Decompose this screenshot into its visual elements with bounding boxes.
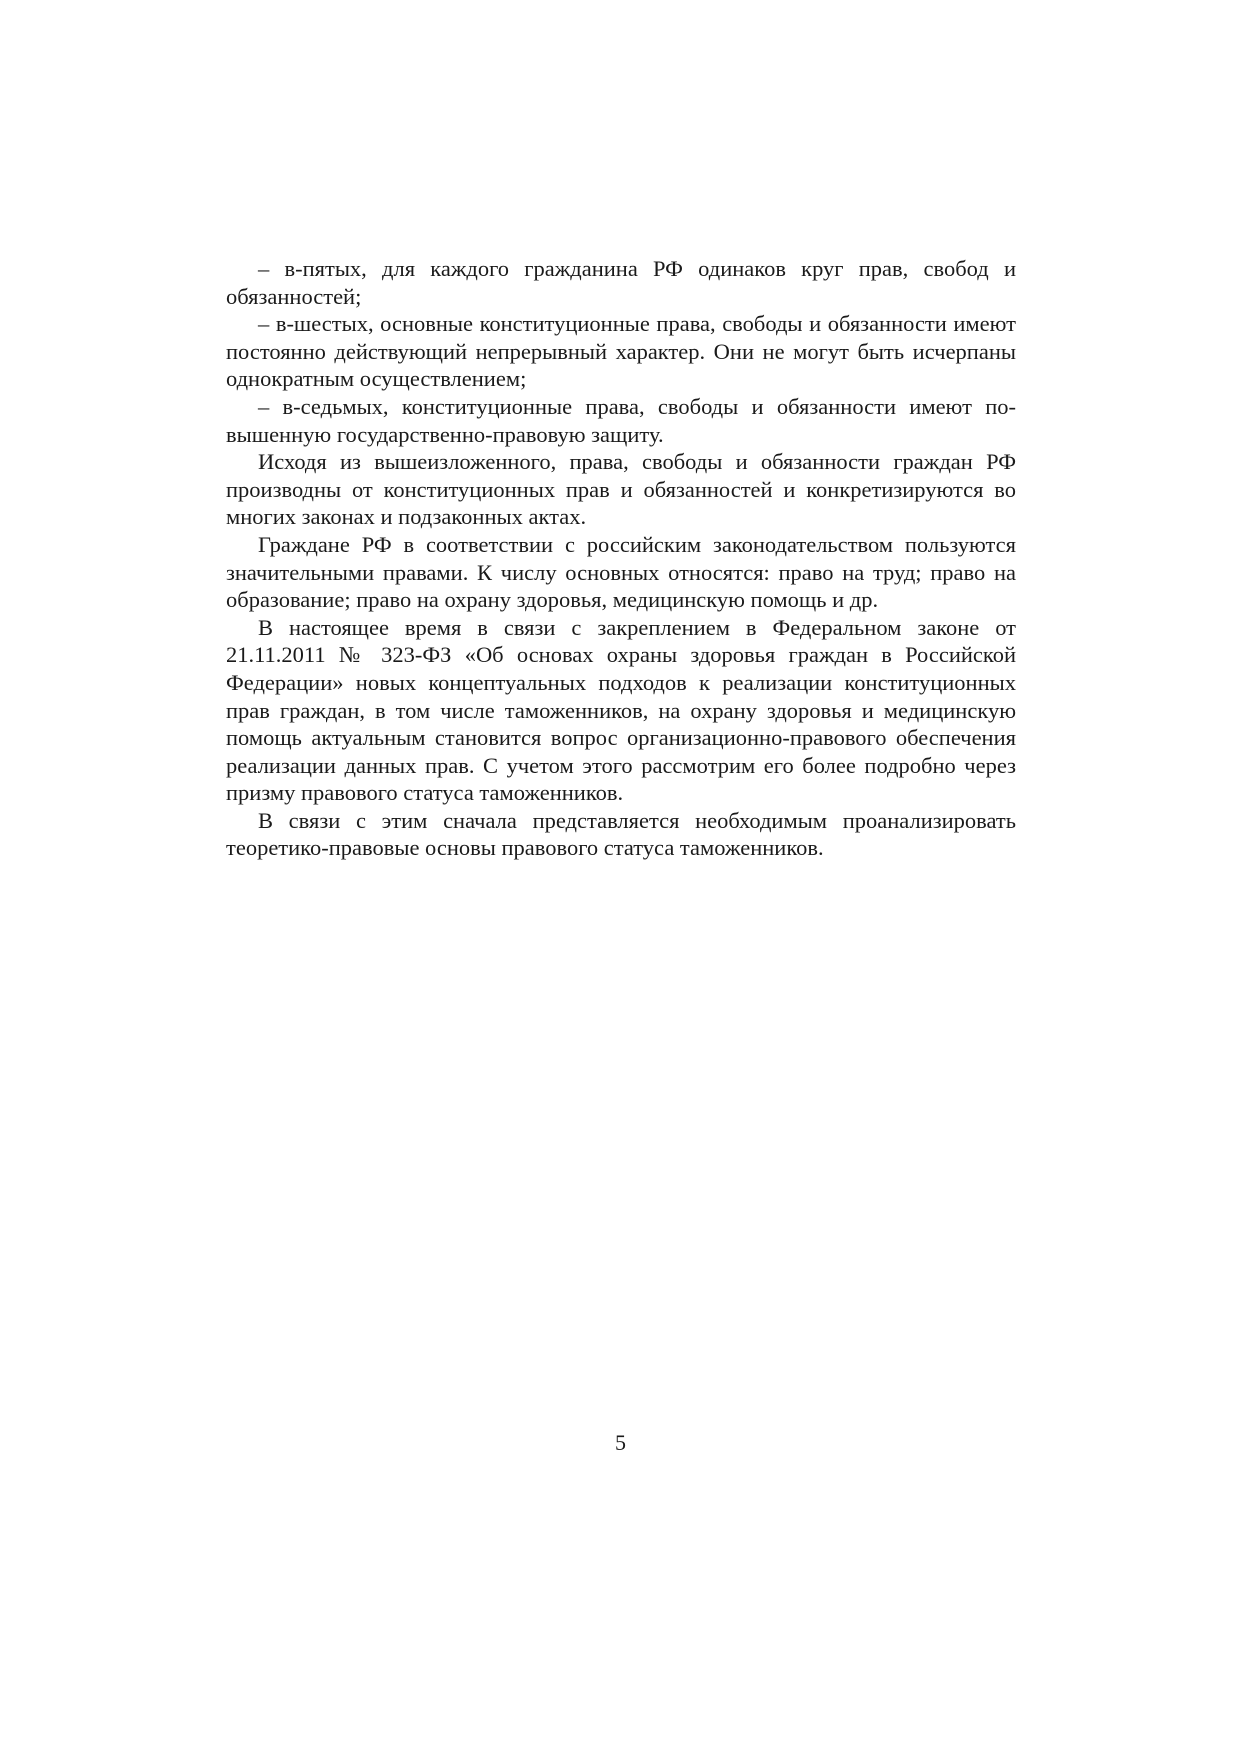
body-text [226,255,1016,862]
paragraph-analysis: В связи с этим сначала представляется необходимым проанализировать теоретико-правовые основы правового статуса таможенников. [226,807,1016,861]
paragraph-federal-law: В настоящее время в связи с закреплением в Федеральном законе от 21.11.2011 № 323-ФЗ «Об основах охраны здоровья граждан в Российской Федерации» новых концептуальных подходов к реализации конституционных прав граждан, в том числе таможенников, на охрану здоровья и медицинскую помощь актуальным становится вопрос организационно-правового обеспечения реализации данных прав. С учетом этого рассмотрим его более подробно через призму правового статуса таможенников. [226,614,1016,806]
paragraph-citizens-rights: Граждане РФ в соответствии с российским законодательством пользуются значительными правами. К числу основных относятся: право на труд; право на образование; право на охрану здоровья, медицинскую помощь и др. [226,531,1016,613]
page-number: 5 [615,1430,626,1455]
paragraph-list-item-fifth: – в-пятых, для каждого гражданина РФ одинаков круг прав, свобод и обязанностей; [226,256,1016,309]
paragraph-conclusion: Исходя из вышеизложенного, права, свободы и обязанности граждан РФ производны от конституционных прав и обязанностей и конкретизируются во многих законах и подзаконных актах. [226,449,1016,530]
paragraph-list-item-seventh: – в-седьмых, конституционные права, свободы и обязанности имеют повышенную государственно-правовую защиту. [226,393,1016,447]
paragraph-list-item-sixth: – в-шестых, основные конституционные права, свободы и обязанности имеют постоянно действующий непрерывный характер. Они не могут быть исчерпаны однократным осуществлением; [226,311,1016,392]
